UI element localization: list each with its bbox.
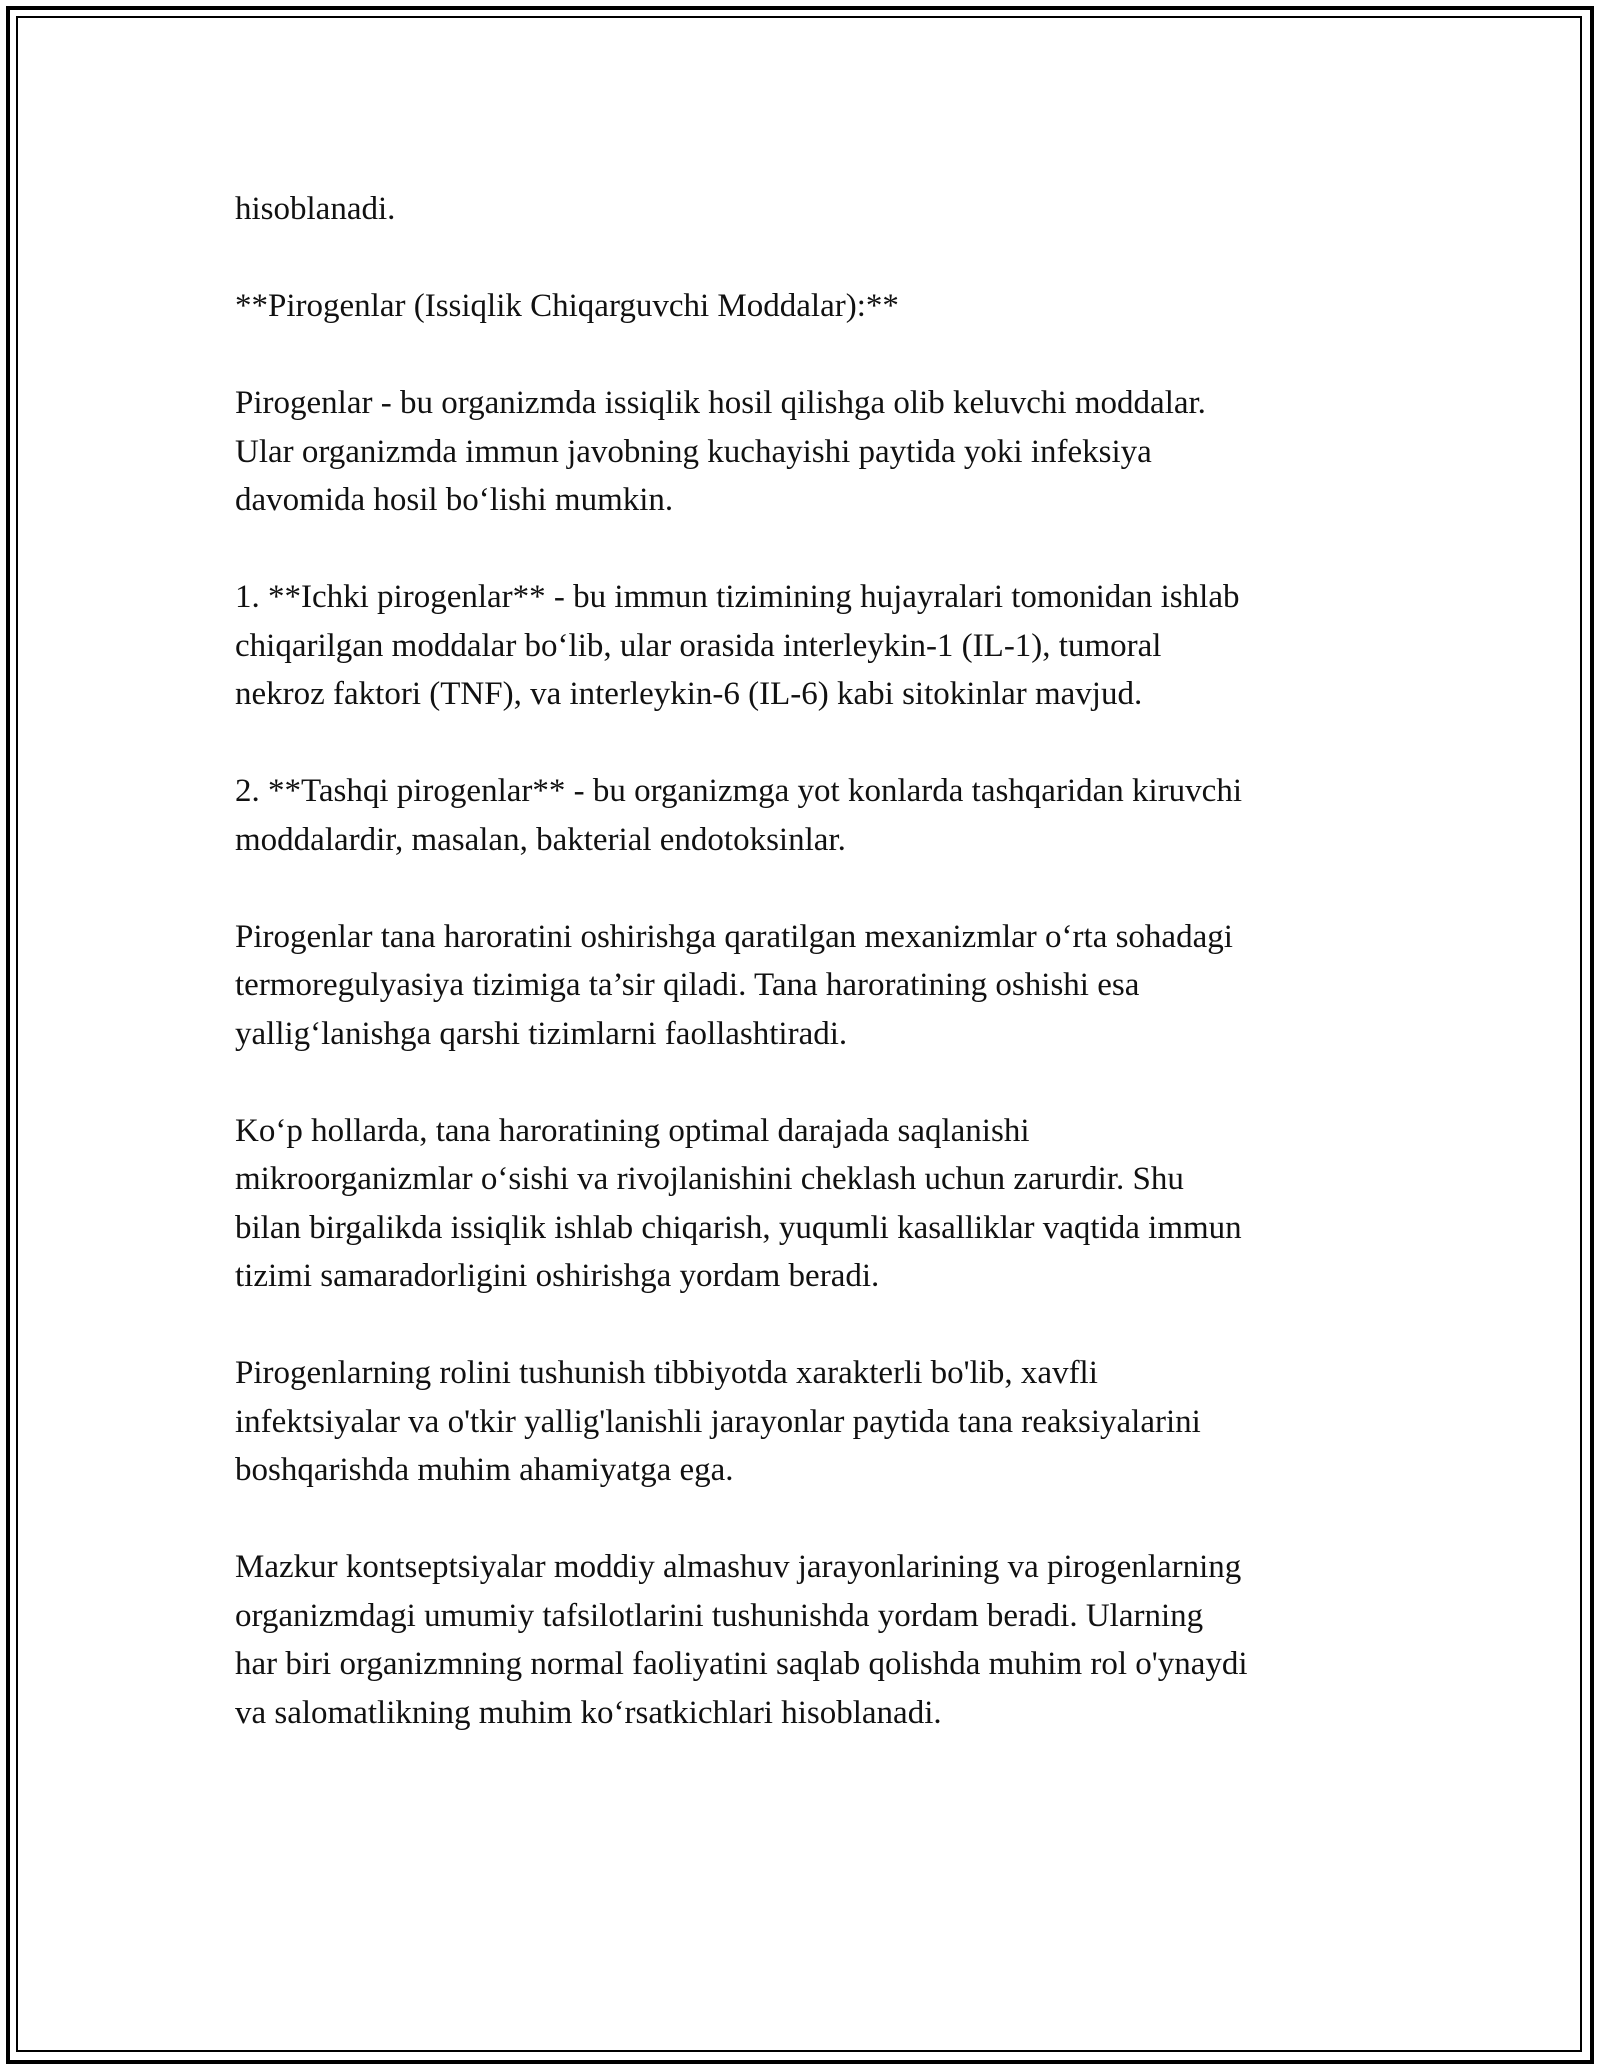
text-line: bilan birgalikda issiqlik ishlab chiqarish, yuqumli kasalliklar vaqtida immun <box>235 1209 1242 1246</box>
text-line: har biri organizmning normal faoliyatini saqlab qolishda muhim rol o'ynaydi <box>235 1646 1248 1682</box>
text-line: hisoblanadi. <box>235 191 396 227</box>
text-line: Ular organizmda immun javobning kuchayishi paytida yoki infeksiya <box>235 433 1152 470</box>
paragraph <box>235 185 1375 234</box>
paragraph <box>235 573 1375 719</box>
text-line: Mazkur kontseptsiyalar moddiy almashuv jarayonlarining va pirogenlarning <box>235 1549 1242 1585</box>
text-line: Pirogenlar - bu organizmda issiqlik hosil qilishga olib keluvchi moddalar. <box>235 385 1206 421</box>
text-line: termoregulyasiya tizimiga ta’sir qiladi. Tana haroratining oshishi esa <box>235 967 1140 1003</box>
text-line: infektsiyalar va o'tkir yallig'lanishli jarayonlar paytida tana reaksiyalarini <box>235 1403 1201 1440</box>
text-line: boshqarishda muhim ahamiyatga ega. <box>235 1452 734 1488</box>
text-line: Pirogenlarning rolini tushunish tibbiyotda xarakterli bo'lib, xavfli <box>235 1355 1098 1391</box>
paragraph <box>235 1349 1375 1495</box>
text-line: Ko‘p hollarda, tana haroratining optimal darajada saqlanishi <box>235 1112 1030 1149</box>
text-line: davomida hosil bo‘lishi mumkin. <box>235 482 674 518</box>
text-line: va salomatlikning muhim ko‘rsatkichlari hisoblanadi. <box>235 1694 942 1731</box>
paragraph <box>235 913 1375 1059</box>
text-line: yallig‘lanishga qarshi tizimlarni faollashtiradi. <box>235 1015 848 1052</box>
text-line: nekroz faktori (TNF), va interleykin-6 (IL-6) kabi sitokinlar mavjud. <box>235 676 1143 712</box>
text-line: tizimi samaradorligini oshirishga yordam beradi. <box>235 1258 880 1294</box>
text-line: **Pirogenlar (Issiqlik Chiqarguvchi Moddalar):** <box>235 288 899 324</box>
text-line: mikroorganizmlar o‘sishi va rivojlanishini cheklash uchun zarurdir. Shu <box>235 1161 1184 1197</box>
paragraph <box>235 282 1375 331</box>
paragraph <box>235 1543 1375 1737</box>
text-line: 1. **Ichki pirogenlar** - bu immun tizimining hujayralari tomonidan ishlab <box>235 579 1240 615</box>
text-line: 2. **Tashqi pirogenlar** - bu organizmga yot konlarda tashqaridan kiruvchi <box>235 773 1242 809</box>
paragraph <box>235 767 1375 864</box>
text-line: moddalardir, masalan, bakterial endotoksinlar. <box>235 821 846 858</box>
text-line: chiqarilgan moddalar bo‘lib, ular orasida interleykin-1 (IL-1), tumoral <box>235 627 1162 664</box>
text-line: Pirogenlar tana haroratini oshirishga qaratilgan mexanizmlar o‘rta sohadagi <box>235 918 1233 955</box>
text-line: organizmdagi umumiy tafsilotlarini tushunishda yordam beradi. Ularning <box>235 1597 1204 1634</box>
document-body <box>235 185 1375 1786</box>
paragraph <box>235 1107 1375 1301</box>
paragraph <box>235 379 1375 525</box>
